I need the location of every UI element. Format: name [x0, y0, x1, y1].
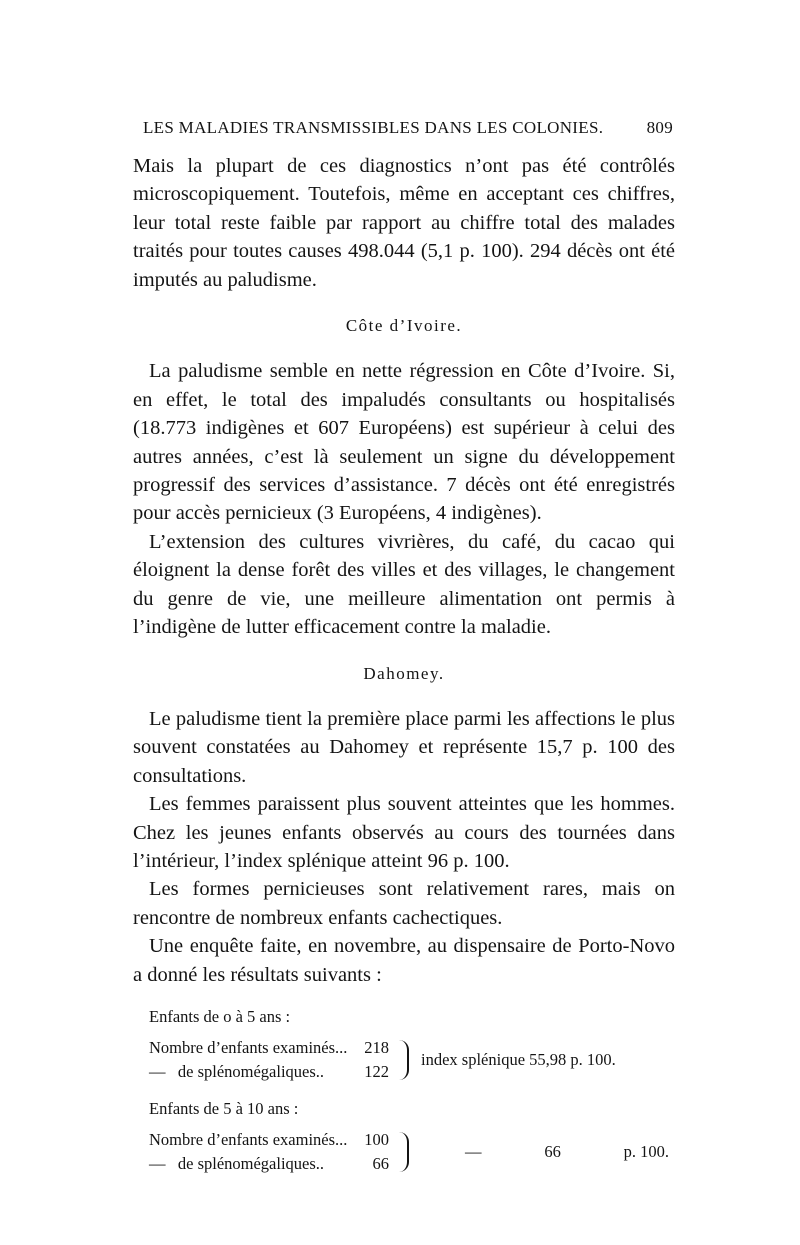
ditto-dash: —: [149, 1061, 166, 1081]
splenic-index-result: index splénique 55,98 p. 100.: [421, 1049, 616, 1069]
running-header: [143, 118, 673, 138]
spleno-line: [149, 1152, 389, 1176]
dahomey-paragraph-3: Les formes pernicieuses sont relativement rares, mais on rencontre de nombreux enfants cachectiques.: [133, 878, 675, 929]
dahomey-paragraph-1: Le paludisme tient la première place parmi les affections le plus souvent constatées au Dahomey et représente 15,7 p. 100 des consultations.: [133, 707, 675, 787]
cote-ivoire-paragraph-2: L’extension des cultures vivrières, du café, du cacao qui éloignent la dense forêt des villes et des villages, le changement du genre de vie, une meilleure alimentation ont permis à l’indigène de lutter efficacement contre la maladie.: [133, 530, 675, 639]
examined-value: 100: [364, 1129, 389, 1149]
spleno-label: de splénomégaliques..: [177, 1061, 325, 1081]
section-title-cote-ivoire: Côte d’Ivoire.: [345, 316, 463, 336]
survey-results: [133, 1005, 675, 1175]
cote-ivoire-paragraph-1: La paludisme semble en nette régression en Côte d’Ivoire. Si, en effet, le total des impaludés consultants ou hospitalisés (18.773 indigènes et 607 Européens) est supérieur à celui des autres années, c’est là seulement un signe du développement progressif des services d’assistance. 7 décès ont été enregistrés pour accès pernicieux (3 Européens, 4 indigènes).: [133, 360, 675, 525]
spleno-label: de splénomégaliques..: [177, 1153, 325, 1173]
page-body: [133, 152, 675, 1175]
examined-label: Nombre d’enfants examinés...: [149, 1129, 348, 1149]
splenic-index-value: 66: [544, 1141, 561, 1161]
results-labels: [133, 1128, 389, 1176]
results-row-5-10: [133, 1129, 675, 1175]
age-group-title-5-10: Enfants de 5 à 10 ans :: [149, 1098, 299, 1118]
spleno-value: 122: [364, 1061, 389, 1081]
brace: [395, 1132, 409, 1172]
page-number: 809: [646, 118, 673, 137]
examined-line: [149, 1128, 389, 1152]
examined-label: Nombre d’enfants examinés...: [149, 1037, 348, 1057]
splenic-index-result: [417, 1140, 675, 1164]
examined-line: [149, 1036, 389, 1060]
spleno-line: [149, 1060, 389, 1084]
section-title-dahomey: Dahomey.: [363, 663, 445, 683]
age-group-title-0-5: Enfants de o à 5 ans :: [149, 1006, 291, 1026]
running-title: LES MALADIES TRANSMISSIBLES DANS LES COLONIES.: [143, 118, 604, 137]
ditto-dash: —: [149, 1153, 166, 1173]
dahomey-paragraph-2: Les femmes paraissent plus souvent atteintes que les hommes. Chez les jeunes enfants observés au cours des tournées dans l’intérieur, l’index splénique atteint 96 p. 100.: [133, 793, 675, 872]
ditto-dash: —: [465, 1141, 482, 1161]
results-row-0-5: [133, 1037, 675, 1083]
dahomey-paragraph-4: Une enquête faite, en novembre, au dispensaire de Porto-Novo a donné les résultats suivants :: [133, 935, 675, 986]
results-labels: [133, 1036, 389, 1084]
examined-value: 218: [364, 1037, 389, 1057]
intro-paragraph: Mais la plupart de ces diagnostics n’ont pas été contrôlés microscopiquement. Toutefois, même en acceptant ces chiffres, leur total reste faible par rapport au chiffre total des malades traités pour toutes causes 498.044 (5,1 p. 100). 294 décès ont été imputés au paludisme.: [133, 155, 675, 291]
spleno-value: 66: [372, 1153, 389, 1173]
splenic-index-unit: p. 100.: [623, 1141, 669, 1161]
brace: [395, 1040, 409, 1080]
